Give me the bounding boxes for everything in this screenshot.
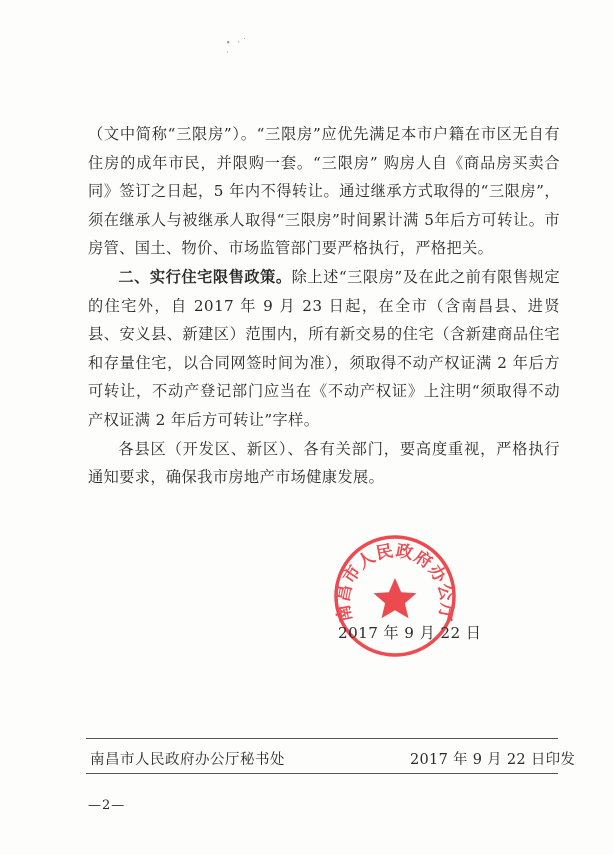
footer-print-date: 2017 年 9 月 22 日印发	[410, 752, 576, 768]
paragraph-2	[88, 263, 560, 435]
footer-issuer: 南昌市人民政府办公厅秘书处	[90, 752, 285, 768]
paragraph-1: （文中简称“三限房”）。“三限房”应优先满足本市户籍在市区无自有住房的成年市民，并限购一套。“三限房” 购房人自《商品房买卖合同》签订之日起，5 年内不得转让。通过继承方式取得的“三限房”，须在继承人与被继承人取得“三限房”时间累计满 5年后方可转让。市房管、国土、物价、市场监管部门要严格执行，严格把关。	[88, 125, 560, 258]
paragraph-2-body: 除上述“三限房”及在此之前有限售规定的住宅外，自 2017 年 9 月 23 日起，在全市（含南昌县、进贤县、安义县、新建区）范围内，所有新交易的住宅（含新建商品住宅和存量住宅，以合同网签时间为准），须取得不动产权证满 2 年后方可转让，不动产登记部门应当在《不动产权证》上注明“须取得不动产权证满 2 年后方可转让”字样。	[88, 267, 560, 429]
signature-date: 2017 年 9 月 22 日	[338, 624, 482, 642]
page-number: —2—	[88, 798, 126, 813]
seal-text: 南昌市人民政府办公厅	[333, 541, 457, 624]
footer-top-rule	[86, 738, 558, 739]
document-body	[88, 120, 560, 492]
star-icon	[374, 578, 417, 618]
footer-bottom-rule	[86, 773, 558, 774]
paragraph-3: 各县区（开发区、新区）、各有关部门，要高度重视，严格执行通知要求，确保我市房地产市场健康发展。	[88, 439, 560, 487]
scan-artifact: ∙ ·˙ ·	[226, 38, 249, 58]
section-heading: 二、实行住宅限售政策。	[118, 267, 292, 286]
